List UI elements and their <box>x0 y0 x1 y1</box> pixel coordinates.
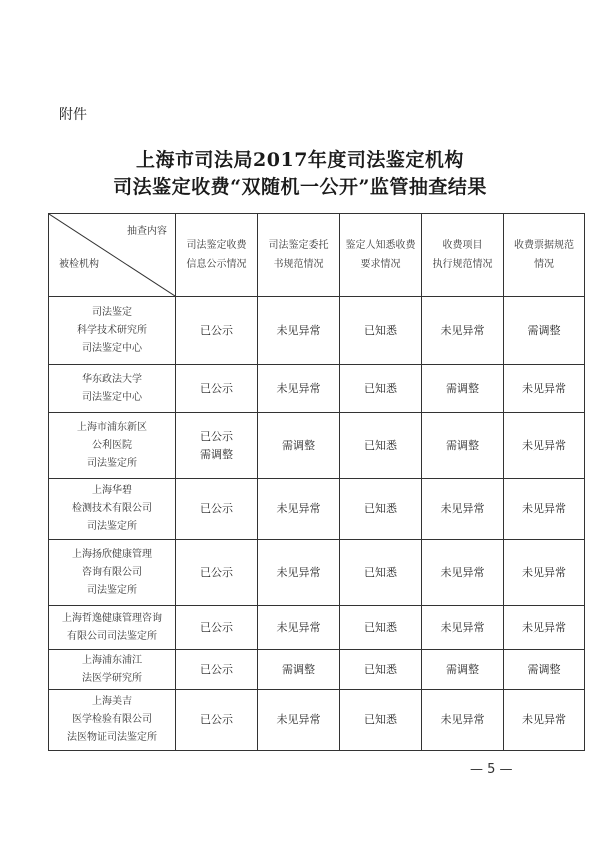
institution-name-line: 法医物证司法鉴定所 <box>67 732 157 743</box>
column-header-line: 鉴定人知悉收费 <box>345 240 416 251</box>
institution-name-line: 司法鉴定中心 <box>82 342 142 354</box>
result-value: 已知悉 <box>364 381 397 395</box>
result-cell <box>340 297 422 365</box>
result-value: 需调整 <box>446 381 479 395</box>
column-header-line: 收费项目 <box>442 240 483 251</box>
result-cell <box>422 365 504 413</box>
institution-name-line: 上海华碧 <box>92 485 132 496</box>
result-cell <box>340 540 422 606</box>
result-cell <box>422 650 504 690</box>
table-body <box>49 297 585 751</box>
result-cell <box>258 479 340 540</box>
result-value: 未见异常 <box>440 565 485 579</box>
institution-name-line: 检测技术有限公司 <box>72 503 152 514</box>
page-number: — 5 — <box>470 762 513 777</box>
result-value: 已知悉 <box>364 565 397 579</box>
result-cell <box>258 540 340 606</box>
column-header-line: 情况 <box>534 259 554 270</box>
result-cell <box>340 650 422 690</box>
institution-name-line: 司法鉴定所 <box>87 584 137 596</box>
result-value: 需调整 <box>527 662 561 676</box>
result-value: 未见异常 <box>522 381 566 395</box>
column-header <box>258 214 340 297</box>
institution-name-line: 法医学研究所 <box>82 672 142 684</box>
institution-cell <box>49 413 176 479</box>
result-cell <box>340 606 422 650</box>
result-cell <box>258 365 340 413</box>
result-value: 已公示 <box>200 620 233 634</box>
result-cell <box>176 606 258 650</box>
result-value: 需调整 <box>446 662 479 676</box>
result-value: 已公示 <box>200 429 233 443</box>
result-cell <box>504 413 585 479</box>
table-header-row <box>49 214 585 297</box>
column-header <box>422 214 504 297</box>
result-value: 未见异常 <box>276 323 321 337</box>
institution-cell <box>49 297 176 365</box>
column-header-line: 信息公示情况 <box>186 259 247 270</box>
institution-cell <box>49 690 176 751</box>
column-header <box>504 214 585 297</box>
institution-name-line: 有限公司司法鉴定所 <box>67 630 157 642</box>
result-cell <box>340 690 422 751</box>
table-row <box>49 479 585 540</box>
result-value: 需调整 <box>446 438 479 452</box>
result-cell <box>422 297 504 365</box>
institution-name-line: 科学技术研究所 <box>77 324 147 336</box>
result-cell <box>422 606 504 650</box>
result-value: 已知悉 <box>364 620 397 634</box>
column-header-line: 收费票据规范 <box>514 240 574 251</box>
institution-name-line: 上海市浦东新区 <box>77 421 147 433</box>
header-inspected-institution: 被检机构 <box>59 259 99 270</box>
result-value: 未见异常 <box>440 502 485 515</box>
document-title-line-1: 上海市司法局2017年度司法鉴定机构 <box>136 149 464 171</box>
column-header <box>340 214 422 297</box>
result-cell <box>504 365 585 413</box>
institution-name-line: 司法鉴定中心 <box>82 391 142 403</box>
table-row <box>49 413 585 479</box>
inspection-results-table <box>48 213 585 751</box>
institution-name-line: 上海扬欣健康管理 <box>72 548 152 560</box>
result-cell <box>176 690 258 751</box>
column-header <box>176 214 258 297</box>
table-row <box>49 297 585 365</box>
result-value: 未见异常 <box>276 381 321 395</box>
result-value: 未见异常 <box>522 438 566 452</box>
result-value: 未见异常 <box>276 565 321 579</box>
result-value: 未见异常 <box>522 620 566 634</box>
result-value: 已知悉 <box>364 438 397 452</box>
institution-name-line: 医学检验有限公司 <box>72 714 152 725</box>
result-value: 未见异常 <box>276 713 321 726</box>
result-cell <box>504 650 585 690</box>
institution-name-line: 公利医院 <box>92 439 132 451</box>
result-cell <box>176 650 258 690</box>
result-cell <box>504 606 585 650</box>
table-row <box>49 690 585 751</box>
result-cell <box>504 690 585 751</box>
result-cell <box>422 690 504 751</box>
result-cell <box>176 365 258 413</box>
result-value: 已公示 <box>200 381 233 395</box>
result-cell <box>504 297 585 365</box>
result-value: 已知悉 <box>364 662 397 676</box>
column-header-line: 司法鉴定委托 <box>268 240 329 251</box>
result-value: 已知悉 <box>364 502 397 515</box>
result-value: 已公示 <box>200 502 233 515</box>
header-inspection-content: 抽查内容 <box>127 226 167 237</box>
table-row <box>49 540 585 606</box>
result-value: 未见异常 <box>276 502 321 515</box>
result-value: 已公示 <box>200 323 233 337</box>
result-cell <box>258 690 340 751</box>
attachment-label: 附件 <box>59 107 87 123</box>
column-header-line: 司法鉴定收费 <box>186 240 247 251</box>
result-value: 未见异常 <box>440 620 485 634</box>
institution-name-line: 上海浦东浦江 <box>82 654 142 666</box>
table-row <box>49 650 585 690</box>
institution-name-line: 司法鉴定所 <box>87 521 137 532</box>
diagonal-header-cell <box>49 214 176 297</box>
result-cell <box>340 413 422 479</box>
column-header-line: 执行规范情况 <box>432 259 493 270</box>
result-value: 已公示 <box>200 662 233 676</box>
table-row <box>49 365 585 413</box>
result-cell <box>258 413 340 479</box>
result-value: 未见异常 <box>522 565 566 579</box>
result-cell <box>176 413 258 479</box>
institution-cell <box>49 479 176 540</box>
result-value: 需调整 <box>527 323 561 337</box>
result-value: 需调整 <box>282 662 315 676</box>
institution-name-line: 上海哲逸健康管理咨询 <box>62 612 162 624</box>
result-cell <box>422 540 504 606</box>
institution-name-line: 司法鉴定所 <box>87 457 137 469</box>
result-cell <box>258 297 340 365</box>
result-cell <box>340 479 422 540</box>
institution-cell <box>49 650 176 690</box>
result-cell <box>422 413 504 479</box>
result-value: 需调整 <box>200 447 233 461</box>
result-value: 已知悉 <box>364 323 397 337</box>
result-cell <box>176 297 258 365</box>
result-value: 未见异常 <box>522 713 566 726</box>
institution-name-line: 华东政法大学 <box>82 373 142 385</box>
result-value: 未见异常 <box>440 713 485 726</box>
institution-name-line: 咨询有限公司 <box>82 566 142 578</box>
result-cell <box>176 479 258 540</box>
result-cell <box>504 479 585 540</box>
result-value: 已公示 <box>200 565 233 579</box>
result-value: 未见异常 <box>440 323 485 337</box>
document-title-line-2: 司法鉴定收费“双随机一公开”监管抽查结果 <box>113 176 487 198</box>
result-value: 已公示 <box>200 713 233 726</box>
institution-cell <box>49 606 176 650</box>
result-cell <box>258 606 340 650</box>
institution-name-line: 司法鉴定 <box>92 306 132 318</box>
result-value: 已知悉 <box>364 713 397 726</box>
column-header-line: 要求情况 <box>360 259 401 270</box>
institution-cell <box>49 540 176 606</box>
institution-cell <box>49 365 176 413</box>
result-cell <box>422 479 504 540</box>
result-cell <box>340 365 422 413</box>
column-header-line: 书规范情况 <box>273 259 324 270</box>
result-value: 未见异常 <box>522 502 566 515</box>
result-value: 需调整 <box>282 438 315 452</box>
result-cell <box>258 650 340 690</box>
result-cell <box>176 540 258 606</box>
result-value: 未见异常 <box>276 620 321 634</box>
result-cell <box>504 540 585 606</box>
institution-name-line: 上海美吉 <box>92 696 132 707</box>
table-row <box>49 606 585 650</box>
